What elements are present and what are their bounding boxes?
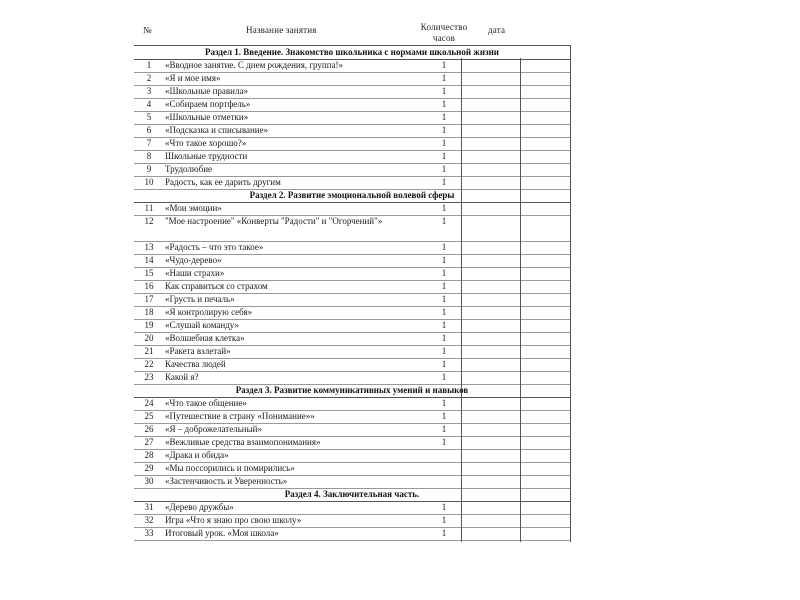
section-heading: Раздел 3. Развитие коммуникативных умений и навыков xyxy=(235,385,469,395)
lesson-hours: 1 xyxy=(441,73,447,83)
table-row xyxy=(134,72,570,85)
lesson-number: 18 xyxy=(144,307,154,317)
table-row xyxy=(134,371,570,384)
table-row xyxy=(134,475,570,488)
lesson-number: 31 xyxy=(144,502,154,512)
lesson-hours: 1 xyxy=(441,502,447,512)
table-row xyxy=(134,254,570,267)
lesson-title: «Школьные правила» xyxy=(165,86,248,96)
lesson-hours: 1 xyxy=(441,346,447,356)
lesson-title: «Вводное занятие. С днем рождения, группа!» xyxy=(165,60,344,70)
table-row xyxy=(134,293,570,306)
lesson-hours: 1 xyxy=(441,255,447,265)
header-num: № xyxy=(143,25,152,35)
lesson-number: 11 xyxy=(144,203,154,213)
lesson-number: 32 xyxy=(144,515,154,525)
lesson-number: 8 xyxy=(146,151,152,161)
lesson-number: 23 xyxy=(144,372,154,382)
lesson-number: 28 xyxy=(144,450,154,460)
lesson-number: 19 xyxy=(144,320,154,330)
lesson-hours: 1 xyxy=(441,411,447,421)
lesson-hours: 1 xyxy=(441,372,447,382)
lesson-hours: 1 xyxy=(441,151,447,161)
lesson-title: "Мое настроение" «Конверты "Радости" и "Огорчений"» xyxy=(165,216,383,226)
table-row xyxy=(134,241,570,254)
lesson-title: «Что такое хорошо?» xyxy=(165,138,247,148)
lesson-title: «Вежливые средства взаимопонимания» xyxy=(165,437,321,447)
lesson-title: «Я и мое имя» xyxy=(165,73,221,83)
lesson-title: «Подсказка и списывание» xyxy=(165,125,269,135)
lesson-number: 30 xyxy=(144,476,154,486)
table-row xyxy=(134,501,570,514)
lesson-title: «Грусть и печаль» xyxy=(165,294,235,304)
lesson-hours: 1 xyxy=(441,281,447,291)
table-row xyxy=(134,176,570,189)
table-row xyxy=(134,449,570,462)
table-row xyxy=(134,358,570,371)
lesson-title: «Мои эмоции» xyxy=(165,203,222,213)
lesson-number: 12 xyxy=(144,216,154,226)
lesson-number: 17 xyxy=(144,294,154,304)
lesson-number: 7 xyxy=(146,138,152,148)
table-row xyxy=(134,319,570,332)
table-row xyxy=(134,202,570,215)
table-row xyxy=(134,137,570,150)
lesson-title: «Драка и обида» xyxy=(165,450,229,460)
table-row xyxy=(134,215,570,241)
lesson-title: «Радость – что это такое» xyxy=(165,242,264,252)
lesson-hours: 1 xyxy=(441,320,447,330)
table-row xyxy=(134,462,570,475)
lesson-number: 24 xyxy=(144,398,154,408)
table-row xyxy=(134,111,570,124)
lesson-hours: 1 xyxy=(441,333,447,343)
lesson-title: Трудолюбие xyxy=(165,164,213,174)
lesson-number: 5 xyxy=(146,112,152,122)
table-row xyxy=(134,85,570,98)
lesson-hours: 1 xyxy=(441,268,447,278)
table-row xyxy=(134,124,570,137)
lesson-title: «Я контролирую себя» xyxy=(165,307,253,317)
lesson-title: Какой я? xyxy=(165,372,199,382)
lesson-hours: 1 xyxy=(441,86,447,96)
lesson-hours: 1 xyxy=(441,177,447,187)
header-date: дата xyxy=(488,25,506,35)
table-row xyxy=(134,345,570,358)
lesson-hours: 1 xyxy=(441,216,447,226)
lesson-hours: 1 xyxy=(441,307,447,317)
lesson-title: «Волшебная клетка» xyxy=(165,333,245,343)
lesson-number: 6 xyxy=(146,125,152,135)
date-column-divider-line xyxy=(520,58,521,542)
lesson-hours: 1 xyxy=(441,112,447,122)
lesson-hours: 1 xyxy=(441,203,447,213)
lesson-hours: 1 xyxy=(441,294,447,304)
lesson-title: «Слушай команду» xyxy=(165,320,239,330)
table-row xyxy=(134,527,570,540)
lesson-hours: 1 xyxy=(441,242,447,252)
lesson-number: 33 xyxy=(144,528,154,538)
lesson-number: 2 xyxy=(146,73,152,83)
lesson-hours: 1 xyxy=(441,60,447,70)
table-row xyxy=(134,59,570,72)
lesson-hours: 1 xyxy=(441,515,447,525)
lesson-title: «Я – доброжелательный» xyxy=(165,424,262,434)
lesson-hours: 1 xyxy=(441,99,447,109)
lesson-title: «Мы поссорились и помирились» xyxy=(165,463,295,473)
table-row xyxy=(134,150,570,163)
lesson-number: 25 xyxy=(144,411,154,421)
lesson-title: «Что такое общение» xyxy=(165,398,247,408)
lesson-title: Игра «Что я знаю про свою школу» xyxy=(165,515,302,525)
section-heading: Раздел 4. Заключительная часть. xyxy=(284,489,420,499)
lesson-number: 16 xyxy=(144,281,154,291)
lesson-title: «Наши страхи» xyxy=(165,268,225,278)
lesson-number: 26 xyxy=(144,424,154,434)
lesson-hours: 1 xyxy=(441,138,447,148)
lesson-hours: 1 xyxy=(441,437,447,447)
lesson-title: «Застенчивость и Уверенность» xyxy=(165,476,288,486)
table-row xyxy=(134,163,570,176)
header-hours: Количество часов xyxy=(420,22,468,43)
section-heading: Раздел 1. Введение. Знакомство школьника с нормами школьной жизни xyxy=(204,47,499,57)
lesson-title: Как справиться со страхом xyxy=(165,281,268,291)
lesson-title: «Чудо-дерево» xyxy=(165,255,222,265)
lesson-title: «Ракета взлетай» xyxy=(165,346,231,356)
table-right-edge-line xyxy=(570,45,571,542)
header-title: Название занятия xyxy=(246,25,317,35)
lesson-number: 29 xyxy=(144,463,154,473)
lesson-number: 3 xyxy=(146,86,152,96)
lesson-number: 9 xyxy=(146,164,152,174)
lesson-hours: 1 xyxy=(441,164,447,174)
lesson-hours: 1 xyxy=(441,359,447,369)
lesson-number: 13 xyxy=(144,242,154,252)
lesson-number: 10 xyxy=(144,177,154,187)
lesson-number: 27 xyxy=(144,437,154,447)
table-row xyxy=(134,98,570,111)
lesson-hours: 1 xyxy=(441,125,447,135)
lesson-number: 20 xyxy=(144,333,154,343)
date-column-left-line xyxy=(461,58,462,542)
lesson-title: «Дерево дружбы» xyxy=(165,502,234,512)
lesson-hours: 1 xyxy=(441,528,447,538)
table-row xyxy=(134,397,570,410)
lesson-hours: 1 xyxy=(441,424,447,434)
table-row xyxy=(134,514,570,527)
table-row xyxy=(134,436,570,449)
table-row xyxy=(134,410,570,423)
section-heading: Раздел 2. Развитие эмоциональной волевой сферы xyxy=(249,190,455,200)
lesson-number: 21 xyxy=(144,346,154,356)
lesson-number: 22 xyxy=(144,359,154,369)
table-row xyxy=(134,267,570,280)
lesson-hours: 1 xyxy=(441,398,447,408)
lesson-title: Радость, как ее дарить другим xyxy=(165,177,281,187)
lesson-title: «Путешествие в страну «Понимание»» xyxy=(165,411,315,421)
lesson-number: 1 xyxy=(146,60,152,70)
table-row xyxy=(134,332,570,345)
lesson-title: «Школьные отметки» xyxy=(165,112,249,122)
lesson-number: 14 xyxy=(144,255,154,265)
lesson-title: «Собираем портфель» xyxy=(165,99,251,109)
table-row xyxy=(134,306,570,319)
lesson-title: Итоговый урок. «Моя школа» xyxy=(165,528,279,538)
table-row xyxy=(134,280,570,293)
lesson-title: Школьные трудности xyxy=(165,151,248,161)
lesson-title: Качества людей xyxy=(165,359,226,369)
lesson-number: 4 xyxy=(146,99,152,109)
lesson-number: 15 xyxy=(144,268,154,278)
table-row xyxy=(134,423,570,436)
row-rule xyxy=(134,540,570,541)
